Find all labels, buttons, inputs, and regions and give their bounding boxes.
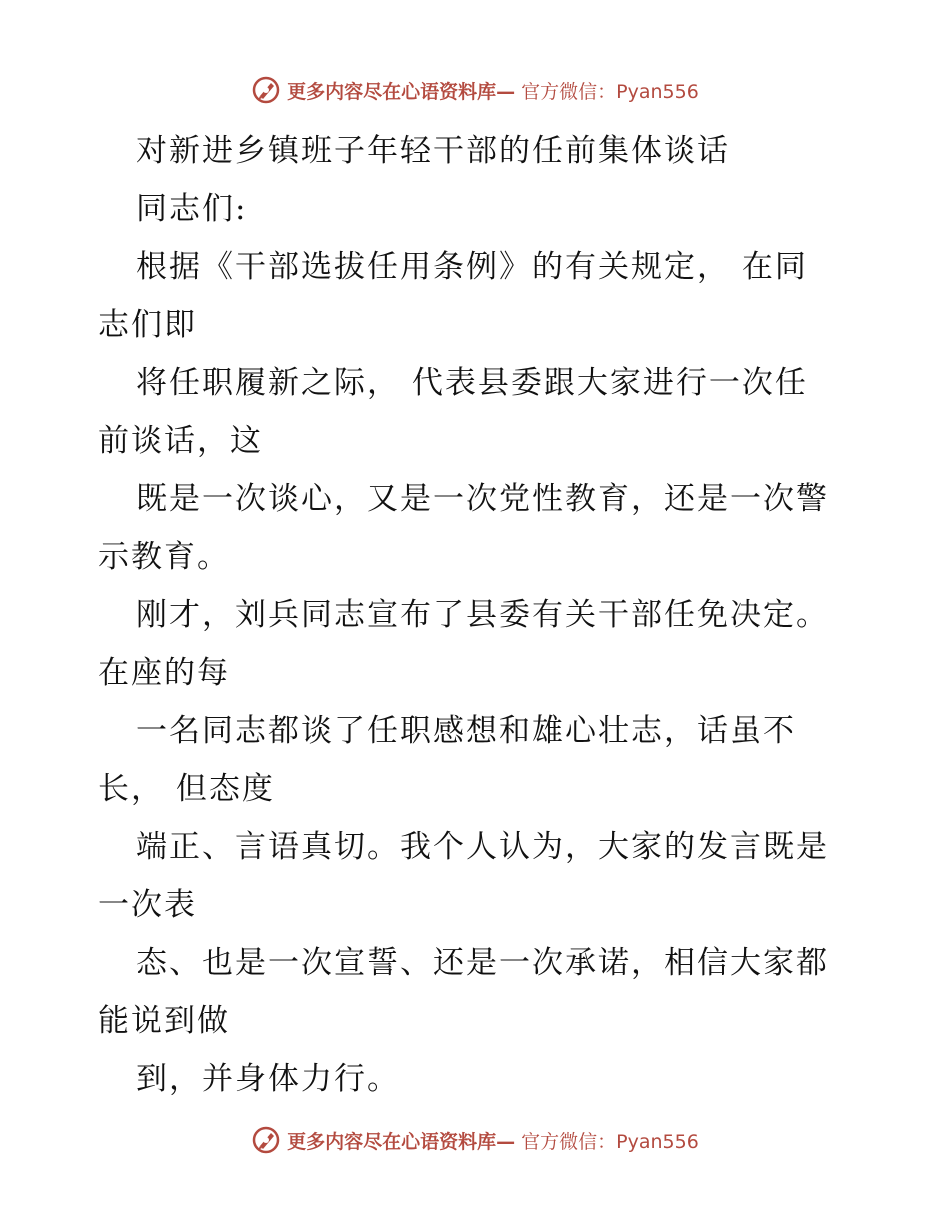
watermark-banner-top <box>0 70 950 110</box>
pen-logo-icon <box>251 75 281 105</box>
document-body <box>98 122 878 1108</box>
text-line: 一次表 <box>98 887 197 923</box>
text-line: 一名同志都谈了任职感想和雄心壮志，话虽不 <box>136 713 796 749</box>
watermark-text: 更多内容尽在心语资料库— <box>287 80 516 103</box>
text-line: 根据《干部选拔任用条例》的有关规定， 在同 <box>136 249 808 285</box>
text-line: 刚才，刘兵同志宣布了县委有关干部任免决定。 <box>136 597 829 633</box>
text-line: 长， 但态度 <box>98 771 275 807</box>
watermark-wechat: 官方微信：Pyan556 <box>521 80 699 103</box>
text-line: 到，并身体力行。 <box>136 1061 400 1097</box>
text-line: 示教育。 <box>98 539 230 575</box>
text-line: 态、也是一次宣誓、还是一次承诺，相信大家都 <box>136 945 829 981</box>
text-line: 既是一次谈心，又是一次党性教育，还是一次警 <box>136 481 829 517</box>
watermark-banner-bottom <box>0 1120 950 1160</box>
text-line: 志们即 <box>98 307 197 343</box>
text-line: 端正、言语真切。我个人认为，大家的发言既是 <box>136 829 829 865</box>
text-line: 同志们: <box>136 191 248 227</box>
pen-logo-icon <box>251 1125 281 1155</box>
text-line: 对新进乡镇班子年轻干部的任前集体谈话 <box>136 133 730 169</box>
text-line: 前谈话，这 <box>98 423 263 459</box>
watermark-text: 更多内容尽在心语资料库— <box>287 1130 516 1153</box>
text-line: 将任职履新之际， 代表县委跟大家进行一次任 <box>136 365 808 401</box>
watermark-wechat: 官方微信：Pyan556 <box>521 1130 699 1153</box>
text-line: 在座的每 <box>98 655 230 691</box>
watermark-content <box>251 75 699 105</box>
watermark-content <box>251 1125 699 1155</box>
text-line: 能说到做 <box>98 1003 230 1039</box>
